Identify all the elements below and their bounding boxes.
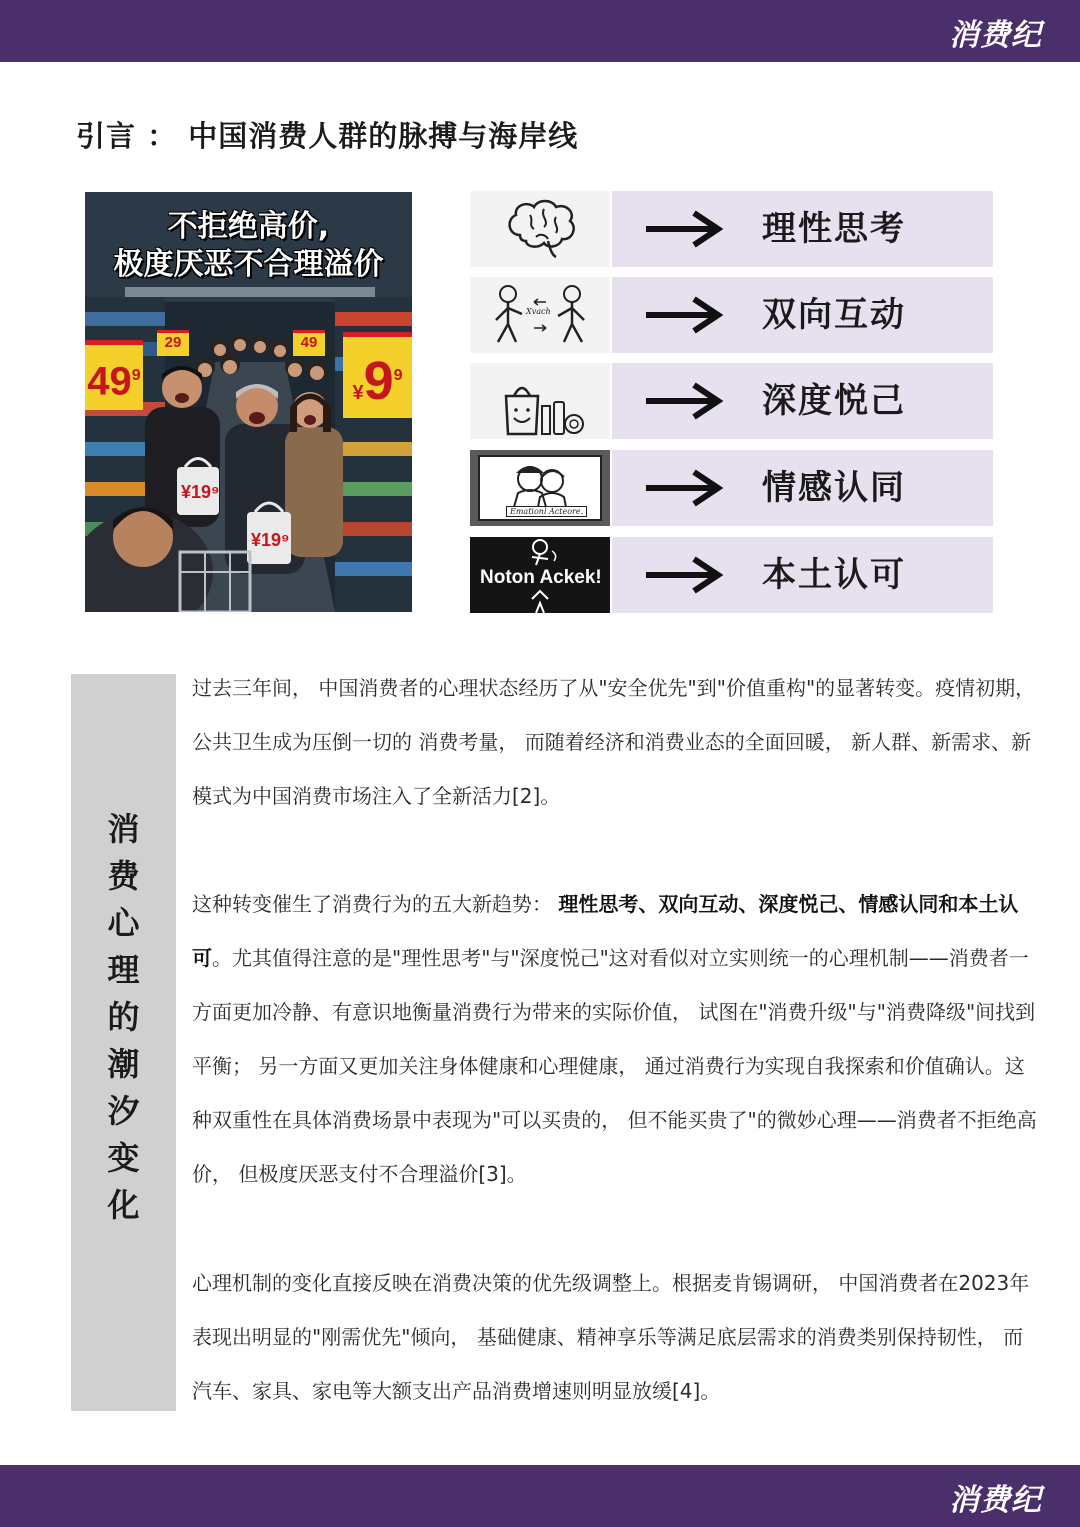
arrow-right-icon [644,210,724,248]
poster-headline [85,208,412,284]
price-tag-small-right: 49 [293,330,325,356]
trend-bar [612,191,993,267]
paragraph-2-body: 。尤其值得注意的是"理性思考"与"深度悦己"这对看似对立实则统一的心理机制——消费者一方面更加冷静、有意识地衡量消费行为带来的实际价值， 试图在"消费升级"与"消费降级"间找到平衡； 另一方面又更加关注身体健康和心理健康， 通过消费行为实现自我探索和价值确认。这种双重性在具体消费场景中表现为"可以买贵的， 但不能买贵了"的微妙心理——消费者不拒绝高价， 但极度厌恶支付不合理溢价[3]。 [192,946,1037,1186]
trend-row-rational [470,191,993,267]
sidebar-title-char: 变 [107,1139,140,1177]
trend-row-emotion [470,450,993,526]
footer-band [0,1465,1080,1527]
sidebar-title-char: 化 [107,1186,140,1224]
trend-label-emotion: 情感认同 [762,468,906,508]
trend-label-rational: 理性思考 [762,209,906,249]
sidebar-title-char: 消 [107,810,140,848]
sidebar-panel [71,674,176,1411]
noton-ackek-icon [470,537,610,613]
price-tag-right [343,332,412,418]
trend-bar [612,277,993,353]
arrow-right-icon [644,556,724,594]
embracing-people-icon [470,450,610,526]
trend-row-self-pleasure [470,363,993,439]
sidebar-title-char: 的 [107,998,140,1036]
emotion-caption: Emationl Acteore. [506,506,587,517]
sidebar-title-char: 理 [107,951,140,989]
price-tag-left-sup: 9 [131,367,141,384]
sidebar-title [71,806,176,1229]
brain-icon [470,191,610,267]
two-people-icon-text: Xvach [526,307,551,316]
footer-brand-logo: 消费纪 [949,1483,1042,1518]
bag-price-right: ¥19⁹ [251,530,290,550]
price-tag-right-value: 9 [363,351,394,411]
paragraph-2 [192,877,1037,1201]
trend-bar [612,363,993,439]
trend-label-local: 本土认可 [762,555,906,595]
price-tag-left-value: 49 [87,359,132,404]
paragraph-2-intro: 这种转变催生了消费行为的五大新趋势： [192,892,559,916]
shopping-bag-cosmetics-icon [470,363,610,439]
trend-row-interaction [470,277,993,353]
header-band [0,0,1080,62]
price-tag-left [85,340,143,410]
paragraph-3: 心理机制的变化直接反映在消费决策的优先级调整上。根据麦肯锡调研， 中国消费者在2023年表现出明显的"刚需优先"倾向， 基础健康、精神享乐等满足底层需求的消费类别保持韧性， 而汽车、家具、家电等大额支出产品消费增速则明显放缓[4]。 [192,1271,1030,1403]
trend-label-interaction: 双向互动 [762,295,906,335]
trend-bar [612,537,993,613]
two-people-icon [470,277,610,353]
supermarket-poster [85,192,412,612]
arrow-right-icon [644,296,724,334]
bag-price-left: ¥19⁹ [181,482,220,502]
arrow-right-icon [644,382,724,420]
price-tag-small-left: 29 [157,330,189,356]
sidebar-title-char: 心 [107,904,140,942]
sidebar-title-char: 费 [107,857,140,895]
trend-row-local [470,537,993,613]
trend-bar [612,450,993,526]
noton-ackek-text: Noton Ackek! [480,567,602,588]
price-tag-right-sup: 9 [393,367,403,384]
price-tag-right-yen: ¥ [352,382,364,404]
poster-headline-line2: 极度厌恶不合理溢价 [113,247,384,282]
poster-headline-line1: 不拒绝高价, [167,209,330,244]
brand-logo: 消费纪 [949,18,1042,53]
page-title: 引言 ： 中国消费人群的脉搏与海岸线 [76,119,579,153]
sidebar-title-char: 潮 [107,1045,140,1083]
arrow-right-icon [644,469,724,507]
paragraph-2-trends: 理性思考、双向互动、深度悦己、情感认同和本土认可 [192,892,1019,970]
paragraph-1: 过去三年间， 中国消费者的心理状态经历了从"安全优先"到"价值重构"的显著转变。疫情初期， 公共卫生成为压倒一切的 消费考量， 而随着经济和消费业态的全面回暖， 新人群、新需求、新模式为中国消费市场注入了全新活力[2]。 [192,676,1036,808]
trend-label-self-pleasure: 深度悦己 [762,381,906,421]
emotion-frame [478,455,602,521]
sidebar-title-char: 汐 [107,1092,140,1130]
